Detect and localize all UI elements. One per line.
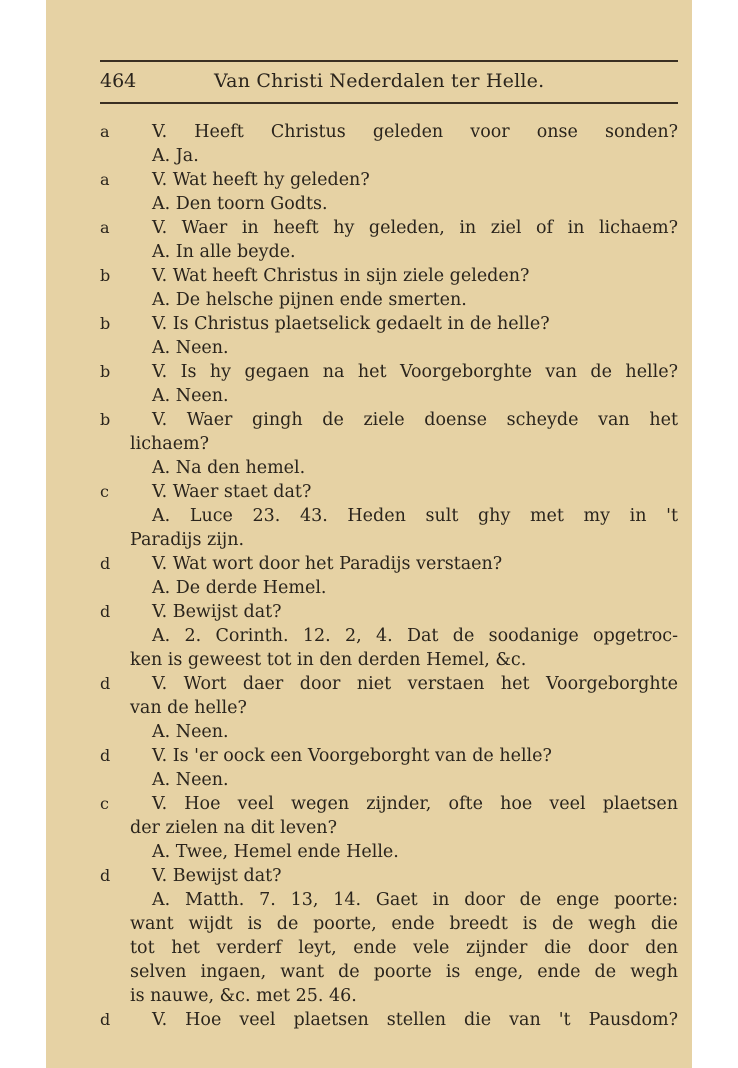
line-text: A. Neen. bbox=[152, 722, 229, 742]
line-text: A. De helsche pijnen ende smerten. bbox=[152, 290, 467, 310]
line-text: A. De derde Hemel. bbox=[152, 578, 327, 598]
text-line bbox=[0, 600, 738, 624]
line-text: is nauwe, &c. met 25. 46. bbox=[130, 986, 357, 1006]
text-line bbox=[0, 792, 738, 816]
line-text: V. Waer gingh de ziele doense scheyde van het bbox=[152, 410, 678, 430]
text-line bbox=[0, 336, 738, 360]
text-line bbox=[0, 264, 738, 288]
line-text: A. Neen. bbox=[152, 770, 229, 790]
margin-marker: a bbox=[100, 170, 110, 189]
text-line bbox=[0, 672, 738, 696]
line-text: ken is geweest tot in den derden Hemel, &c. bbox=[130, 650, 527, 670]
text-line bbox=[0, 288, 738, 312]
text-line bbox=[0, 984, 738, 1008]
line-text: tot het verderf leyt, ende vele zijnder die door den bbox=[130, 938, 678, 958]
header-rule-bottom bbox=[100, 102, 678, 104]
line-text: lichaem? bbox=[130, 434, 210, 454]
text-line bbox=[0, 888, 738, 912]
margin-marker: a bbox=[100, 218, 110, 237]
text-line bbox=[0, 480, 738, 504]
line-text: V. Hoe veel wegen zijnder, ofte hoe veel plaetsen bbox=[152, 794, 678, 814]
text-line bbox=[0, 144, 738, 168]
catechism-text bbox=[0, 120, 738, 1032]
text-line bbox=[0, 120, 738, 144]
line-text: V. Hoe veel plaetsen stellen die van 't Pausdom? bbox=[152, 1010, 678, 1030]
line-text: A. Ja. bbox=[152, 146, 199, 166]
line-text: want wijdt is de poorte, ende breedt is de wegh die bbox=[130, 914, 678, 934]
line-text: V. Waer in heeft hy geleden, in ziel of in lichaem? bbox=[152, 218, 678, 238]
line-text: A. Twee, Hemel ende Helle. bbox=[152, 842, 399, 862]
running-title: Van Christi Nederdalen ter Helle. bbox=[214, 70, 545, 92]
line-text: A. Den toorn Godts. bbox=[152, 194, 328, 214]
margin-marker: b bbox=[100, 362, 111, 381]
text-line bbox=[0, 816, 738, 840]
line-text: V. Wat heeft Christus in sijn ziele geleden? bbox=[152, 266, 530, 286]
margin-marker: d bbox=[100, 554, 111, 573]
text-line bbox=[0, 552, 738, 576]
margin-marker: d bbox=[100, 866, 111, 885]
margin-marker: d bbox=[100, 746, 111, 765]
line-text: A. Neen. bbox=[152, 338, 229, 358]
line-text: A. Neen. bbox=[152, 386, 229, 406]
line-text: der zielen na dit leven? bbox=[130, 818, 337, 838]
margin-marker: a bbox=[100, 122, 110, 141]
margin-marker: c bbox=[100, 482, 109, 501]
margin-marker: d bbox=[100, 674, 111, 693]
text-line bbox=[0, 240, 738, 264]
line-text: Paradijs zijn. bbox=[130, 530, 245, 550]
text-line bbox=[0, 576, 738, 600]
text-line bbox=[0, 744, 738, 768]
text-line bbox=[0, 504, 738, 528]
margin-marker: b bbox=[100, 410, 111, 429]
text-line bbox=[0, 720, 738, 744]
text-line bbox=[0, 528, 738, 552]
text-line bbox=[0, 384, 738, 408]
text-line bbox=[0, 912, 738, 936]
text-line bbox=[0, 768, 738, 792]
line-text: V. Heeft Christus geleden voor onse sonden? bbox=[152, 122, 678, 142]
text-line bbox=[0, 624, 738, 648]
line-text: V. Is Christus plaetselick gedaelt in de helle? bbox=[152, 314, 550, 334]
line-text: V. Is 'er oock een Voorgeborght van de helle? bbox=[152, 746, 552, 766]
margin-marker: b bbox=[100, 266, 111, 285]
line-text: A. Luce 23. 43. Heden sult ghy met my in 't bbox=[152, 506, 678, 526]
page-number: 464 bbox=[100, 70, 137, 92]
line-text: van de helle? bbox=[130, 698, 247, 718]
text-line bbox=[0, 432, 738, 456]
line-text: V. Waer staet dat? bbox=[152, 482, 312, 502]
line-text: V. Wat heeft hy geleden? bbox=[152, 170, 370, 190]
margin-marker: b bbox=[100, 314, 111, 333]
line-text: A. Matth. 7. 13, 14. Gaet in door de enge poorte: bbox=[152, 890, 678, 910]
margin-marker: c bbox=[100, 794, 109, 813]
line-text: A. Na den hemel. bbox=[152, 458, 306, 478]
header-rule-top bbox=[100, 60, 678, 62]
text-line bbox=[0, 960, 738, 984]
text-line bbox=[0, 168, 738, 192]
text-line bbox=[0, 192, 738, 216]
text-line bbox=[0, 216, 738, 240]
text-line bbox=[0, 360, 738, 384]
text-line bbox=[0, 864, 738, 888]
text-line bbox=[0, 648, 738, 672]
text-line bbox=[0, 408, 738, 432]
line-text: V. Is hy gegaen na het Voorgeborghte van de helle? bbox=[152, 362, 678, 382]
line-text: A. 2. Corinth. 12. 2, 4. Dat de soodanige opgetroc- bbox=[152, 626, 678, 646]
line-text: V. Bewijst dat? bbox=[152, 602, 282, 622]
line-text: V. Wat wort door het Paradijs verstaen? bbox=[152, 554, 503, 574]
text-line bbox=[0, 936, 738, 960]
text-line bbox=[0, 696, 738, 720]
margin-marker: d bbox=[100, 1010, 111, 1029]
text-line bbox=[0, 456, 738, 480]
text-line bbox=[0, 1008, 738, 1032]
text-line bbox=[0, 840, 738, 864]
text-line bbox=[0, 312, 738, 336]
line-text: V. Bewijst dat? bbox=[152, 866, 282, 886]
line-text: selven ingaen, want de poorte is enge, ende de wegh bbox=[130, 962, 678, 982]
line-text: V. Wort daer door niet verstaen het Voorgeborghte bbox=[152, 674, 678, 694]
margin-marker: d bbox=[100, 602, 111, 621]
line-text: A. In alle beyde. bbox=[152, 242, 296, 262]
